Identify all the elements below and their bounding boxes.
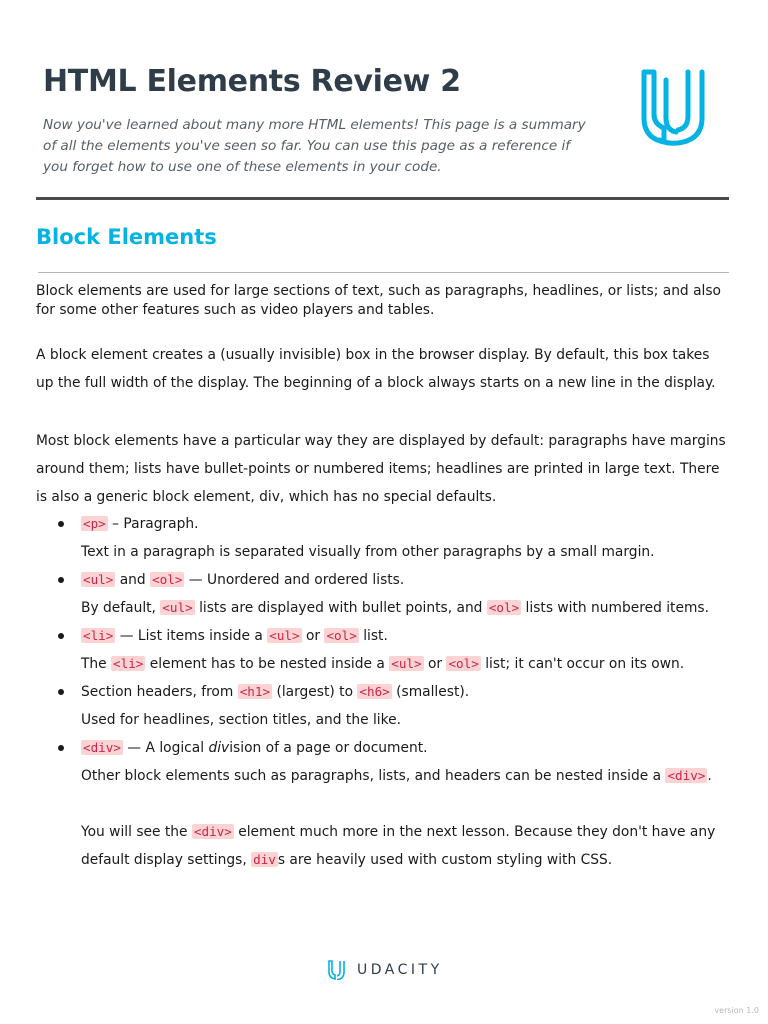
bullet-icon [58,633,64,639]
paragraph-1: Block elements are used for large sections of text, such as paragraphs, headlines, or lists; and also for some other features such as video players and tables. [36,283,721,318]
page-title: HTML Elements Review 2 [43,64,461,99]
paragraph-2: A block element creates a (usually invisible) box in the browser display. By default, this box takes up the full width of the display. The beginning of a block always starts on a new line in the display. [36,347,716,391]
code-tag: <ul> [391,656,422,671]
bullet-icon [58,521,64,527]
footer-brand-name: UDACITY [357,962,443,978]
code-tag: <ul> [269,628,300,643]
code-tag: <ul> [162,600,193,615]
code-tag: <div> [83,740,121,755]
code-tag: div [253,852,276,867]
code-tag: <ol> [488,600,520,615]
code-tag: <li> [83,628,114,643]
code-tag: <div> [193,824,232,839]
list-item-li: <li> — List items inside a <ul> or <ol> list. The <li> element has to be nested inside a <ul> or <ol> list; it can't occur on its own. [36,622,736,678]
code-tag: <ul> [83,572,114,587]
code-tag: <ol> [448,656,479,671]
code-tag: <p> [83,516,106,531]
block-elements-list [36,510,736,874]
list-item-ul-ol: <ul> and <ol> — Unordered and ordered lists. By default, <ul> lists are displayed with bullet points, and <ol> lists with numbered items. [36,566,736,622]
page-intro: Now you've learned about many more HTML elements! This page is a summary of all the elements you've seen so far. You can use this page as a reference if you forget how to use one of these elements in your code. [43,117,586,175]
header-divider [36,197,729,200]
bullet-icon [58,577,64,583]
section-heading: Block Elements [36,225,217,249]
footer-brand [327,960,443,980]
paragraph-3: Most block elements have a particular way they are displayed by default: paragraphs have margins around them; lists have bullet-points or numbered items; headlines are printed in large text. There is also a generic block element, div, which has no special defaults. [36,433,726,505]
list-item-div: <div> — A logical division of a page or document. Other block elements such as paragraphs, lists, and headers can be nested inside a <div> . You will see the <div> element much more in the next lesson. Because they don't have any default display settings, div s are heavily used with custom styling with CSS. [36,734,736,874]
udacity-logo-icon [636,68,710,146]
code-tag: <h1> [239,684,271,699]
code-tag: <ol> [326,628,357,643]
version-label: version 1.0 [714,1006,759,1015]
list-item-p: <p> – Paragraph. Text in a paragraph is separated visually from other paragraphs by a small margin. [36,510,736,566]
udacity-logo-icon [327,960,347,980]
code-tag: <h6> [359,684,390,699]
list-item-headers: Section headers, from <h1> (largest) to <h6> (smallest). Used for headlines, section titles, and the like. [36,678,736,734]
section-divider [38,272,729,273]
code-tag: <ol> [152,572,183,587]
code-tag: <li> [113,656,144,671]
bullet-icon [58,745,64,751]
bullet-icon [58,689,64,695]
code-tag: <div> [667,768,706,783]
